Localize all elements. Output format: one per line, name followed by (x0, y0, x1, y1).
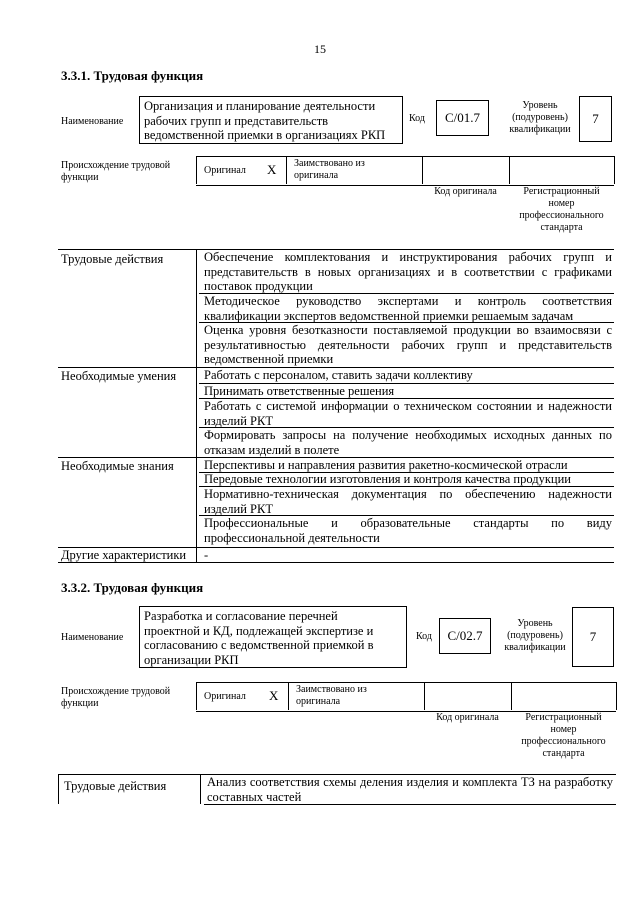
level-label-line: квалификации (509, 124, 571, 135)
code-value-box (436, 100, 489, 136)
function-name-line: согласованию с ведомственной приемкой в (144, 638, 374, 652)
origin-code-caption: Код оригинала (434, 186, 497, 197)
reg-number-caption (509, 186, 614, 234)
skill-item: Принимать ответственные решения (204, 384, 395, 398)
level-value-box (579, 96, 612, 142)
origin-table (196, 156, 614, 186)
reg-caption-line: профессионального (521, 736, 606, 747)
borrowed-label (296, 684, 367, 708)
section-heading-332: 3.3.2. Трудовая функция (61, 580, 204, 595)
labor-action-item: Анализ соответствия схемы деления изделия и комплекта ТЗ на разработку составных частей (207, 775, 613, 804)
origin-code-caption: Код оригинала (436, 712, 499, 723)
reg-caption-line: номер (550, 724, 577, 735)
labor-action-item: Методическое руководство экспертами и контроль соответствия квалификации экспертов ведомственной приемки решаемым задачам (204, 294, 612, 323)
page-number: 15 (314, 42, 326, 56)
section-heading-331: 3.3.1. Трудовая функция (61, 68, 204, 83)
origin-label (61, 160, 170, 184)
original-mark: X (267, 162, 277, 177)
reg-caption-line: стандарта (542, 748, 585, 759)
knowledge-item: Перспективы и направления развития ракетно-космической отрасли (204, 458, 568, 472)
code-label: Код (409, 113, 425, 124)
function-name-box (139, 96, 403, 144)
origin-label-line: функции (61, 698, 99, 709)
origin-label-line: функции (61, 172, 99, 183)
reg-caption-line: стандарта (540, 222, 583, 233)
level-value-box (572, 607, 614, 667)
borrowed-label-line: оригинала (296, 696, 341, 707)
labor-action-item: Обеспечение комплектования и инструктирования рабочих групп и представительств в новых организациях и в соответствии с графиками поставок продукции (204, 250, 612, 293)
function-name-line: ведомственной приемки в организациях РКП (144, 128, 386, 142)
original-label: Оригинал (204, 691, 246, 702)
function-name-line: проектной и КД, подлежащей экспертизе и (144, 623, 374, 638)
labor-actions-label: Трудовые действия (61, 252, 164, 266)
level-value: 7 (589, 629, 597, 644)
name-label: Наименование (61, 632, 124, 643)
labor-action-item: Оценка уровня безотказности поставляемой продукции во взаимосвязи с результативностью деятельности рабочих групп и представительств ведомственной приемки (204, 323, 612, 366)
labor-actions-label: Трудовые действия (64, 779, 167, 793)
skill-item: Формировать запросы на получение необходимых исходных данных по отказам изделий в полете (204, 428, 612, 457)
function-name-line: Разработка и согласование перечней (144, 609, 338, 623)
name-label: Наименование (61, 116, 124, 127)
level-label-line: Уровень (522, 100, 558, 111)
reg-caption-line: Регистрационный (525, 712, 602, 723)
function-name-box (139, 606, 407, 668)
level-label (497, 618, 573, 654)
function-name-line: рабочих групп и представительств (144, 113, 329, 128)
borrowed-label-line: Заимствовано из (296, 684, 367, 695)
borrowed-label (294, 158, 365, 182)
code-value-box (439, 618, 491, 654)
knowledge-item: Нормативно-техническая документация по обеспечению надежности изделий РКТ (204, 487, 612, 516)
skill-item: Работать с персоналом, ставить задачи коллективу (204, 368, 473, 382)
level-label-line: (подуровень) (507, 630, 563, 641)
code-value: С/01.7 (444, 110, 481, 125)
level-label-line: Уровень (517, 618, 553, 629)
other-label: Другие характеристики (61, 548, 187, 562)
code-label: Код (416, 631, 432, 642)
origin-label-line: Происхождение трудовой (61, 686, 171, 697)
borrowed-label-line: оригинала (294, 170, 339, 181)
original-label: Оригинал (204, 165, 246, 176)
original-mark: X (269, 688, 279, 703)
function-name-line: Организация и планирование деятельности (144, 99, 376, 113)
level-label-line: (подуровень) (512, 112, 568, 123)
knowledge-label: Необходимые знания (61, 459, 174, 473)
level-value: 7 (592, 111, 599, 126)
origin-label-line: Происхождение трудовой (61, 160, 171, 171)
knowledge-item: Профессиональные и образовательные стандарты по виду профессиональной деятельности (204, 516, 612, 545)
level-label (498, 100, 582, 136)
origin-table (196, 682, 616, 712)
reg-caption-line: номер (548, 198, 575, 209)
reg-number-caption (511, 712, 616, 760)
reg-caption-line: Регистрационный (523, 186, 600, 197)
borrowed-label-line: Заимствовано из (294, 158, 365, 169)
skills-label: Необходимые умения (61, 369, 177, 383)
origin-label (61, 686, 170, 710)
reg-caption-line: профессионального (519, 210, 604, 221)
skill-item: Работать с системой информации о техническом состоянии и надежности изделий РКТ (204, 399, 612, 428)
code-value: С/02.7 (447, 628, 483, 643)
other-value: - (204, 548, 209, 562)
function-name-line: организации РКП (144, 652, 239, 667)
knowledge-item: Передовые технологии изготовления и контроля качества продукции (204, 472, 571, 486)
level-label-line: квалификации (504, 642, 566, 653)
